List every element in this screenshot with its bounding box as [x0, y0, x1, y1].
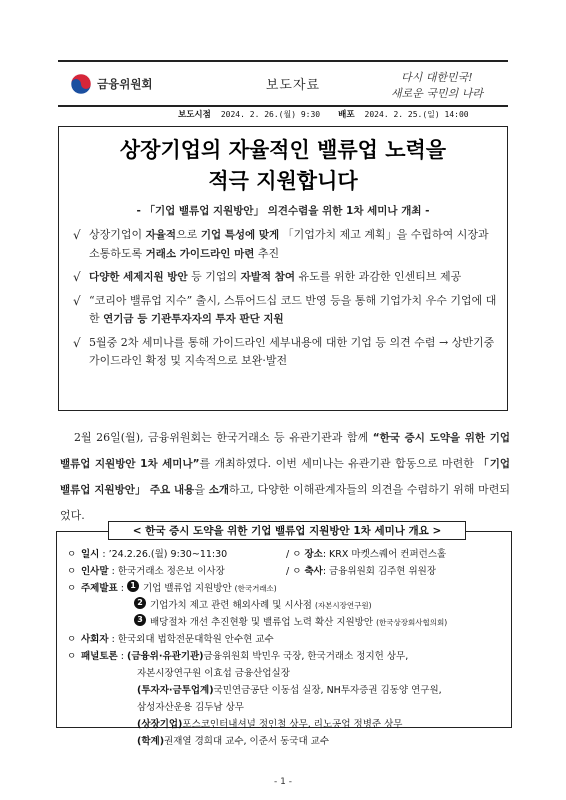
headline-line-1: 상장기업의 자율적인 밸류업 노력을	[119, 138, 447, 162]
slogan-calligraphy	[387, 66, 499, 102]
report-time-label: 보도시점	[178, 110, 211, 120]
check-icon: √	[73, 270, 81, 284]
body-paragraph: 2월 26일(월), 금융위원회는 한국거래소 등 유관기관과 함께 “한국 증시 도약을 위한 기업 밸류업 지원방안 1차 세미나”를 개최하였다. 이번 세미나는 유관기관 합동으로 마련한 「기업 밸류업 지원방안」 주요 내용을 소개하고, 다양한 이해관계자들의 의견을 수렴하기 위해 마련되었다.	[60, 431, 511, 522]
overview-row-moderator: ㅇ 사회자 : 한국외대 법학전문대학원 안수현 교수	[67, 631, 505, 648]
overview-row-date-place: ㅇ 일시 : ’24.2.26.(월) 9:30~11:30 / ㅇ 장소 : KRX 마켓스퀘어 컨퍼런스홀	[67, 546, 505, 563]
slogan-line-2: 새로운 국민의 나라	[391, 86, 484, 100]
taegeuk-emblem-icon	[70, 73, 92, 95]
congrats-value: : 금융위원회 김주현 위원장	[322, 566, 437, 577]
greeting-label: 인사말	[81, 566, 109, 577]
check-icon: √	[73, 293, 81, 308]
overview-row-panel: ㅇ 패널토론 : (금융위·유관기관) 금융위원회 박민우 국장, 한국거래소 정지헌 상무,	[67, 648, 505, 665]
org-name: 금융위원회	[97, 76, 153, 91]
headline-line-2: 적극 지원합니다	[208, 169, 358, 193]
bullet-text: 상장기업이 자율적으로 기업 특성에 맞게 「기업가치 제고 계획」을 수립하여 시장과 소통하도록 거래소 가이드라인 마련 추진	[89, 228, 489, 260]
overview-row-panel-investors-cont: 삼성자산운용 김두남 상무	[137, 702, 244, 713]
overview-row-presentation: ㅇ 주제발표 : 1 기업 밸류업 지원방안 (한국거래소)	[67, 580, 505, 597]
distribute-time: 2024. 2. 25.(일) 14:00	[364, 110, 469, 119]
check-icon: √	[73, 335, 81, 350]
congrats-label: 축사	[304, 566, 323, 577]
headline-box	[58, 126, 508, 411]
headline	[59, 135, 507, 197]
slogan-line-1: 다시 대한민국!	[401, 70, 473, 84]
panel-label: 패널토론	[81, 651, 118, 662]
date-value: : ’24.2.26.(월) 9:30~11:30	[102, 549, 228, 560]
place-value: : KRX 마켓스퀘어 컨퍼런스홀	[322, 549, 447, 560]
page-number: - 1 -	[274, 777, 292, 787]
overview-row-presentation-3: 3 배당절차 개선 추진현황 및 밸류업 노력 확산 지원방안 (한국상장회사협의회)	[67, 614, 505, 631]
number-2-icon: 2	[134, 597, 146, 609]
place-label: 장소	[304, 549, 323, 560]
document-header	[58, 60, 508, 107]
overview-row-panel-investors: (투자자·금투업계) 국민연금공단 이동섭 실장, NH투자증권 김동양 연구원,	[137, 685, 442, 696]
seminar-overview-box	[56, 531, 512, 747]
greeting-value: : 한국거래소 정은보 이사장	[111, 566, 225, 577]
moderator-label: 사회자	[81, 634, 109, 645]
presentation-label: 주제발표	[81, 583, 118, 594]
report-time: 2024. 2. 26.(월) 9:30	[220, 110, 321, 119]
slogan	[378, 66, 508, 102]
release-times	[178, 108, 508, 120]
check-icon: √	[73, 228, 81, 242]
summary-bullet	[73, 268, 497, 287]
summary-bullet	[73, 334, 497, 371]
overview-row-presentation-2: 2 기업가치 제고 관련 해외사례 및 시사점 (자본시장연구원)	[67, 597, 505, 614]
date-label: 일시	[81, 549, 100, 560]
org-logo	[58, 73, 208, 95]
bullet-text: 다양한 세제지원 방안 등 기업의 자발적 참여 유도를 위한 과감한 인센티브 제공	[89, 270, 462, 283]
distribute-time-label: 배포	[338, 110, 355, 120]
moderator-value: : 한국외대 법학전문대학원 안수현 교수	[111, 634, 274, 645]
overview-row-panel-academia: (학계) 권재열 경희대 교수, 이준서 동국대 교수	[137, 736, 329, 747]
summary-bullets	[73, 226, 497, 371]
doc-type-label: 보도자료	[265, 78, 321, 93]
summary-bullet	[73, 226, 497, 263]
overview-row-panel-companies: (상장기업) 포스코인터내셔널 정인철 상무, 리노공업 정병준 상무	[137, 719, 403, 730]
overview-title: < 한국 증시 도약을 위한 기업 밸류업 지원방안 1차 세미나 개요 >	[108, 521, 466, 540]
bullet-text: 5월중 2차 세미나를 통해 가이드라인 세부내용에 대한 기업 등 의견 수렴 → 상반기중 가이드라인 확정 및 지속적으로 보완·발전	[89, 335, 495, 367]
bullet-text: “코리아 밸류업 지수” 출시, 스튜어드십 코드 반영 등을 통해 기업가치 우수 기업에 대한 연기금 등 기관투자자의 투자 판단 지원	[89, 293, 497, 325]
number-1-icon: 1	[127, 580, 139, 592]
subheadline: - 「기업 밸류업 지원방안」 의견수렴을 위한 1차 세미나 개최 -	[136, 205, 430, 217]
overview-row-panel-cont: 자본시장연구원 이효섭 금융산업실장	[137, 668, 290, 679]
number-3-icon: 3	[134, 614, 146, 626]
summary-bullet	[73, 292, 497, 329]
overview-row-greeting: ㅇ 인사말 : 한국거래소 정은보 이사장 / ㅇ 축사 : 금융위원회 김주현 위원장	[67, 563, 505, 580]
